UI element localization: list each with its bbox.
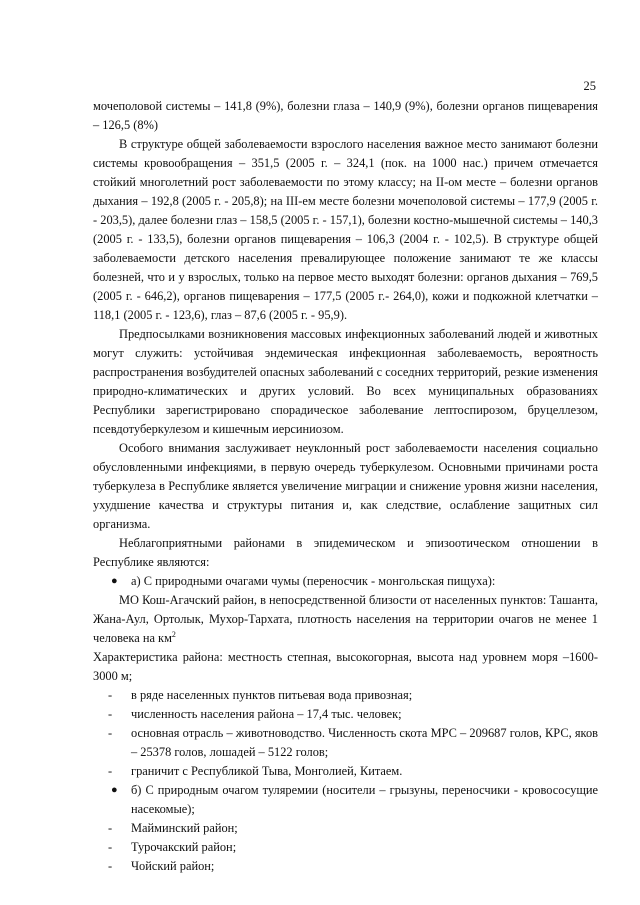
dash-icon: - (108, 821, 113, 835)
dash-icon: - (108, 688, 113, 702)
paragraph-5: Неблагоприятными районами в эпидемическом и эпизоотическом отношении в Республике являются: (93, 536, 598, 569)
superscript: 2 (171, 629, 176, 639)
list-item-text: Турочакский район; (131, 840, 237, 854)
list-item (93, 762, 598, 781)
list-item-text: Чойский район; (131, 859, 215, 873)
paragraph-1: мочеполовой системы – 141,8 (9%), болезни глаза – 140,9 (9%), болезни органов пищеварения – 126,5 (8%) (93, 99, 598, 132)
paragraph-4: Особого внимания заслуживает неуклонный рост заболеваемости населения социально обусловленными инфекциями, в первую очередь туберкулезом. Основными причинами роста туберкулеза в Республике является увеличение миграции и снижение уровня жизни населения, ухудшение качества и структуры питания и, как следствие, ослабление защитных сил организма. (93, 441, 598, 531)
paragraph-6 (93, 591, 598, 648)
list-item-text: численность населения района – 17,4 тыс. человек; (131, 707, 402, 721)
bullet-icon: ● (111, 784, 118, 796)
bullet-icon: ● (111, 575, 118, 587)
page-number: 25 (583, 79, 596, 93)
list-item (93, 857, 598, 876)
list-item-text: Майминский район; (131, 821, 238, 835)
list-item-text: основная отрасль – животноводство. Численность скота МРС – 209687 голов, КРС, яков – 25378 голов, лошадей – 5122 голов; (131, 726, 598, 759)
list-item-tularemia (93, 781, 598, 819)
paragraph-6-text: МО Кош-Агачский район, в непосредственной близости от населенных пунктов: Ташанта, Жана-Аул, Ортолык, Мухор-Тархата, плотность населения на территории очагов не менее 1 человека на км (93, 593, 598, 645)
list-item-text: граничит с Республикой Тыва, Монголией, Китаем. (131, 764, 403, 778)
list-item (93, 724, 598, 762)
dash-icon: - (108, 707, 113, 721)
list-item (93, 686, 598, 705)
list-item (93, 838, 598, 857)
list-item-label: б) С природным очагом туляремии (носители – грызуны, переносчики - кровососущие насекомые); (131, 783, 598, 816)
list-item (93, 705, 598, 724)
dash-icon: - (108, 840, 113, 854)
paragraph-7: Характеристика района: местность степная, высокогорная, высота над уровнем моря –1600-3000 м; (93, 650, 598, 683)
paragraph-2: В структуре общей заболеваемости взрослого населения важное место занимают болезни системы кровообращения – 351,5 (2005 г. – 324,1 (пок. на 1000 нас.) причем отмечается стойкий многолетний рост заболеваемости по этому классу; на II-ом месте – болезни органов дыхания – 192,8 (2005 г. - 205,8); на III-ем месте болезни мочеполовой системы – 177,9 (2005 г. - 203,5), далее болезни глаз – 158,5 (2005 г. - 157,1), болезни костно-мышечной системы – 140,3 (2005 г. - 133,5), болезни органов пищеварения – 106,3 (2004 г. - 102,5). В структуре общей заболеваемости детского населения превалирующее положение занимают те же классы болезней, что и у взрослых, только на первое место выходят болезни: органов дыхания – 769,5 (2005 г. - 646,2), органов пищеварения – 177,5 (2005 г.- 264,0), кожи и подкожной клетчатки – 118,1 (2005 г. - 123,6), глаз – 87,6 (2005 г. - 95,9). (93, 137, 598, 322)
list-item (93, 819, 598, 838)
dash-icon: - (108, 726, 113, 740)
list-item-text: в ряде населенных пунктов питьевая вода привозная; (131, 688, 413, 702)
dash-icon: - (108, 764, 113, 778)
list-item-label: а) С природными очагами чумы (переносчик - монгольская пищуха): (131, 574, 496, 588)
list-item-plague (93, 572, 598, 591)
paragraph-3: Предпосылками возникновения массовых инфекционных заболеваний людей и животных могут служить: устойчивая эндемическая инфекционная заболеваемость, вероятность распространения возбудителей опасных заболеваний с соседних территорий, резкие изменения природно-климатических и других условий. Во всех муниципальных образованиях Республики зарегистрировано спорадическое заболевание лептоспирозом, бруцеллезом, псевдотуберкулезом и кишечным иерсиниозом. (93, 327, 598, 436)
body-text (93, 97, 598, 876)
dash-icon: - (108, 859, 113, 873)
